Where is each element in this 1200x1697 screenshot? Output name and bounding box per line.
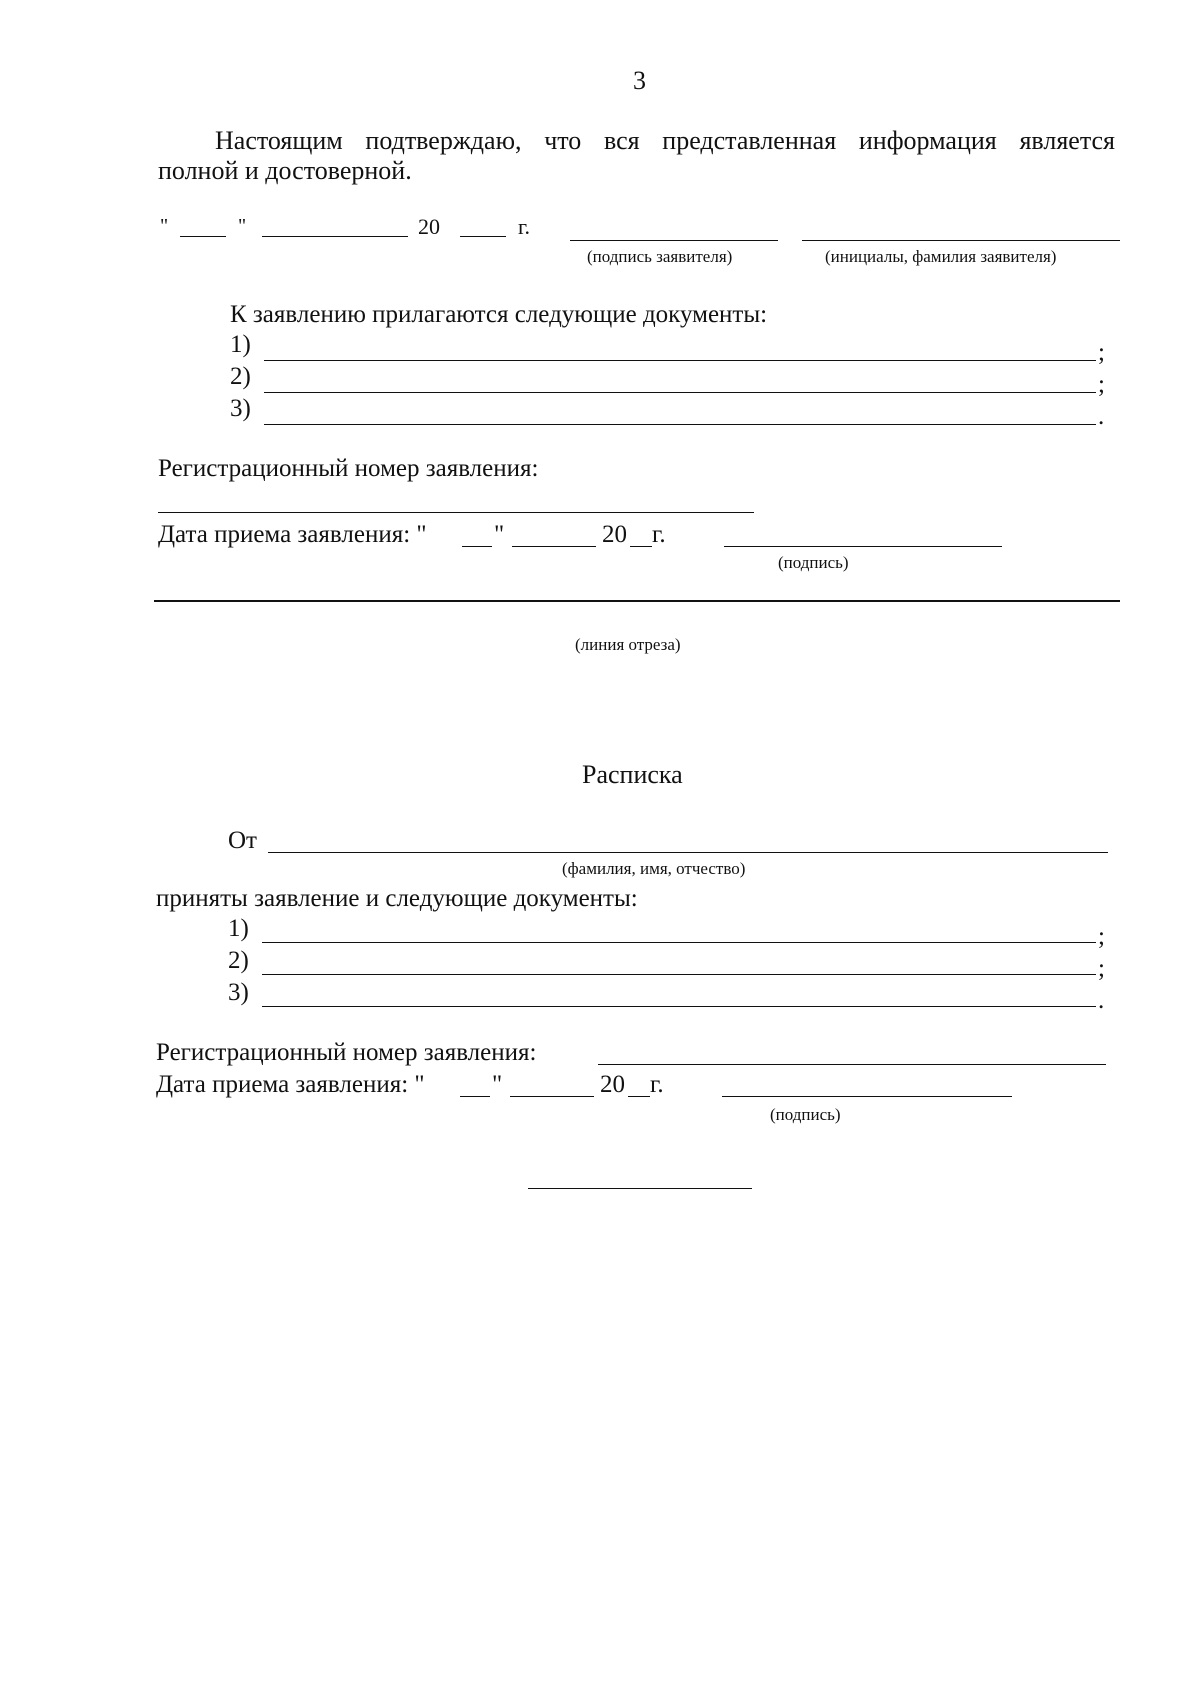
acceptance-signature-caption: (подпись) <box>778 553 849 572</box>
receipt-item-3-end: . <box>1098 987 1105 1014</box>
receipt-title: Расписка <box>582 760 683 789</box>
year-suffix: г. <box>518 214 531 239</box>
receipt-registration-label: Регистрационный номер заявления: <box>156 1039 537 1066</box>
receipt-item-2-end: ; <box>1098 955 1105 982</box>
acceptance-month-field[interactable] <box>512 546 596 547</box>
attachment-1-end: ; <box>1098 339 1105 366</box>
attachment-1-field[interactable] <box>264 360 1096 361</box>
day-quote-close: " <box>238 215 247 237</box>
acceptance-year-prefix: 20 <box>602 521 627 548</box>
registration-number-field[interactable] <box>158 512 754 513</box>
acceptance-signature-field[interactable] <box>724 546 1002 547</box>
receipt-signature-caption: (подпись) <box>770 1105 841 1124</box>
page-number: 3 <box>633 66 646 95</box>
receipt-month-field[interactable] <box>510 1096 594 1097</box>
receipt-item-1-field[interactable] <box>262 942 1096 943</box>
acceptance-year-suffix: г. <box>652 521 666 548</box>
cut-line-caption: (линия отреза) <box>575 635 681 654</box>
receipt-date-label: Дата приема заявления: " <box>156 1071 425 1098</box>
attachment-1-number: 1) <box>230 331 251 358</box>
receipt-year-prefix: 20 <box>600 1071 625 1098</box>
attachment-3-number: 3) <box>230 395 251 422</box>
receipt-item-2-field[interactable] <box>262 974 1096 975</box>
attachments-heading: К заявлению прилагаются следующие документы: <box>230 301 768 328</box>
acceptance-day-field[interactable] <box>462 546 492 547</box>
receipt-item-1-number: 1) <box>228 915 249 942</box>
attachment-2-number: 2) <box>230 363 251 390</box>
year-prefix: 20 <box>418 214 440 239</box>
receipt-item-3-field[interactable] <box>262 1006 1096 1007</box>
receipt-year-field[interactable] <box>628 1096 650 1097</box>
applicant-name-field[interactable] <box>802 240 1120 241</box>
receipt-year-suffix: г. <box>650 1071 664 1098</box>
receipt-registration-field[interactable] <box>598 1064 1106 1065</box>
receipt-item-2-number: 2) <box>228 947 249 974</box>
receipt-from-field[interactable] <box>268 852 1108 853</box>
receipt-day-field[interactable] <box>460 1096 490 1097</box>
acceptance-year-field[interactable] <box>630 546 652 547</box>
registration-number-label: Регистрационный номер заявления: <box>158 455 539 482</box>
receipt-item-3-number: 3) <box>228 979 249 1006</box>
day-quote-open: " <box>160 215 169 237</box>
acceptance-day-quote-close: " <box>494 521 505 548</box>
closing-divider <box>528 1188 752 1189</box>
receipt-accepted-text: приняты заявление и следующие документы: <box>156 885 638 912</box>
receipt-signature-field[interactable] <box>722 1096 1012 1097</box>
receipt-from-label: От <box>228 827 257 854</box>
receipt-from-caption: (фамилия, имя, отчество) <box>562 859 746 878</box>
attachment-2-field[interactable] <box>264 392 1096 393</box>
receipt-day-quote-close: " <box>492 1071 503 1098</box>
applicant-name-caption: (инициалы, фамилия заявителя) <box>825 247 1057 266</box>
attachment-2-end: ; <box>1098 371 1105 398</box>
applicant-signature-caption: (подпись заявителя) <box>587 247 733 266</box>
confirmation-line-2: полной и достоверной. <box>158 156 412 185</box>
receipt-item-1-end: ; <box>1098 923 1105 950</box>
attachment-3-end: . <box>1098 403 1105 430</box>
year-field[interactable] <box>460 236 506 237</box>
acceptance-date-label: Дата приема заявления: " <box>158 521 427 548</box>
applicant-signature-field[interactable] <box>570 240 778 241</box>
cut-line <box>154 600 1120 602</box>
month-field[interactable] <box>262 236 408 237</box>
day-field[interactable] <box>180 236 226 237</box>
attachment-3-field[interactable] <box>264 424 1096 425</box>
confirmation-line-1: Настоящим подтверждаю, что вся представленная информация является <box>215 126 1115 155</box>
